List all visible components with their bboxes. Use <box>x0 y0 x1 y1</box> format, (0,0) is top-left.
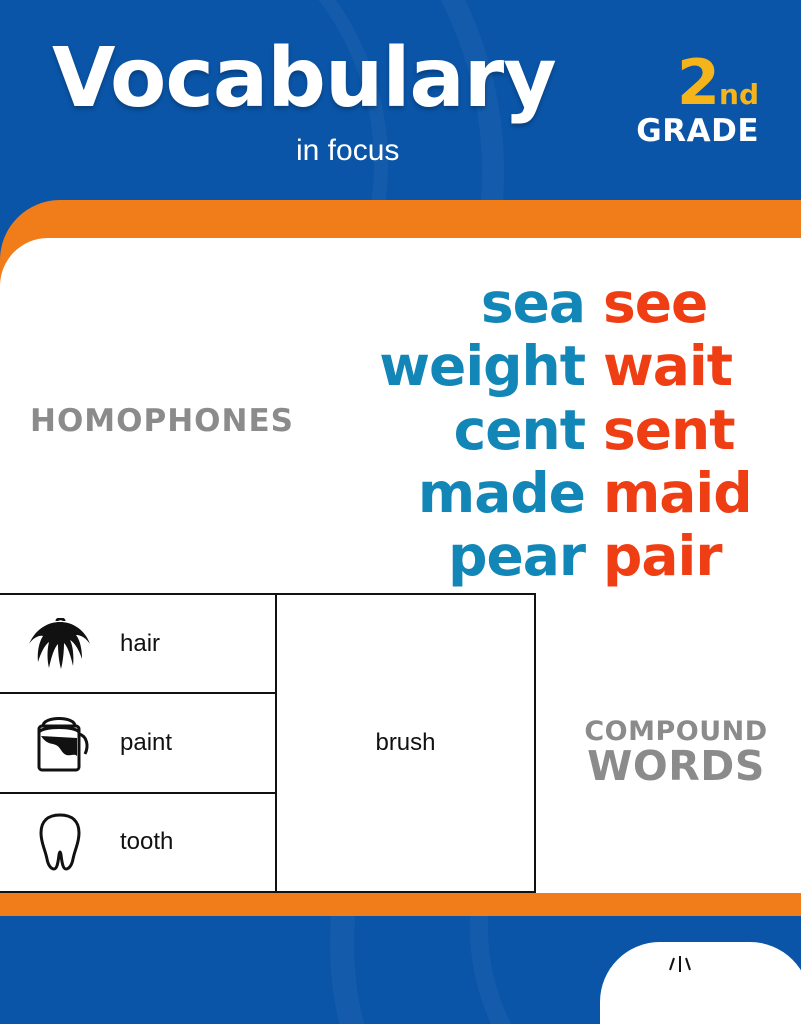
homophone-word: pair <box>603 524 722 588</box>
homophones-left-column <box>330 272 585 588</box>
bottom-bubble <box>600 942 801 1024</box>
grade-suffix: nd <box>719 78 759 111</box>
homophone-word: sent <box>603 397 735 462</box>
homophones-right-column <box>603 272 778 588</box>
table-row <box>0 595 275 694</box>
homophone-word: wait <box>603 334 733 399</box>
page-title: Vocabulary <box>52 31 556 126</box>
homophone-word: sea <box>480 271 585 335</box>
tooth-icon <box>0 811 120 873</box>
title-block <box>52 31 556 126</box>
table-cell-shared-word: brush <box>375 729 436 756</box>
table-cell-label: hair <box>120 629 161 657</box>
compound-words-heading-line2: WORDS <box>587 741 765 790</box>
table-cell-label: tooth <box>120 828 174 856</box>
homophone-word: maid <box>603 460 752 525</box>
homophone-word: see <box>603 271 708 335</box>
page-subtitle: in focus <box>296 134 400 167</box>
table-cell-label: paint <box>120 728 173 756</box>
homophone-word: made <box>417 460 585 525</box>
table-row <box>0 694 275 793</box>
table-row <box>0 794 275 891</box>
cover-header <box>0 0 801 205</box>
compound-words-heading <box>560 716 792 790</box>
compound-words-heading-line1: COMPOUND <box>584 716 768 747</box>
compound-words-table <box>0 593 536 893</box>
grade-badge <box>636 46 759 149</box>
homophone-word: cent <box>453 397 585 462</box>
homophone-word: pear <box>448 524 585 588</box>
compound-words-left-column <box>0 595 277 891</box>
homophones-word-list <box>330 272 780 588</box>
grade-number: 2 <box>676 46 720 119</box>
paint-can-icon <box>0 712 120 774</box>
homophone-word: weight <box>379 334 585 399</box>
hair-icon <box>0 618 120 670</box>
homophones-heading: HOMOPHONES <box>30 403 294 439</box>
grade-word: GRADE <box>636 113 759 149</box>
sparkle-icon <box>660 948 700 974</box>
